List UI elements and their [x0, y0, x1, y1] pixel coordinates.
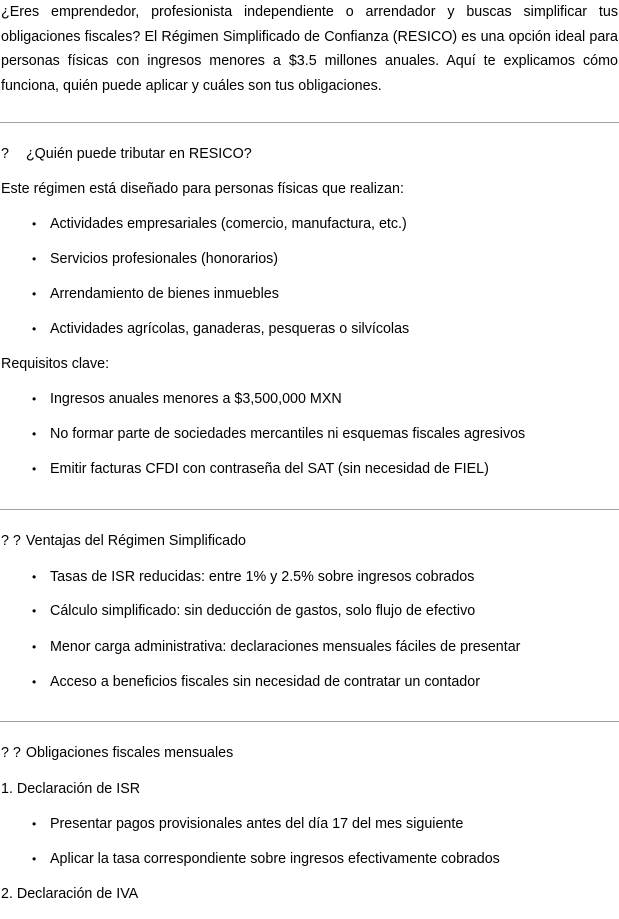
bullet-icon: • [32, 462, 37, 476]
missing-emoji-icon: ? ? [1, 745, 21, 761]
bullet-icon: • [32, 640, 37, 654]
bullet-icon: • [32, 287, 37, 301]
section-heading-text: ¿Quién puede tributar en RESICO? [25, 146, 252, 162]
bullet-icon: • [32, 817, 37, 831]
bullet-icon: • [32, 322, 37, 336]
section-heading-text: Obligaciones fiscales mensuales [25, 745, 234, 761]
section-heading-advantages [1, 531, 246, 551]
bullet-icon: • [32, 852, 37, 866]
bullet-icon: • [32, 604, 37, 618]
intro-paragraph: ¿Eres emprendedor, profesionista independiente o arrendador y buscas simplificar tus obligaciones fiscales? El Régimen Simplificado de Confianza (RESICO) es una opción ideal para personas físicas con ingresos menores a $3.5 millones anuales. Aquí te explicamos cómo funciona, quién puede aplicar y cuáles son tus obligaciones. [1, 4, 618, 94]
bullet-icon: • [32, 427, 37, 441]
bullet-icon: • [32, 252, 37, 266]
section-heading-text: Ventajas del Régimen Simplificado [25, 533, 247, 549]
missing-emoji-icon: ? ? [1, 533, 21, 549]
divider [0, 721, 619, 722]
divider [0, 509, 619, 510]
requirements-label: Requisitos clave: [1, 356, 110, 372]
section-lead: Este régimen está diseñado para personas físicas que realizan: [1, 181, 404, 197]
section-heading-who [1, 144, 252, 164]
bullet-icon: • [32, 570, 37, 584]
bullet-icon: • [32, 675, 37, 689]
missing-emoji-icon: ? [1, 146, 9, 162]
iva-label: 2. Declaración de IVA [1, 886, 139, 902]
bullet-icon: • [32, 392, 37, 406]
divider [0, 122, 619, 123]
bullet-icon: • [32, 217, 37, 231]
isr-label: 1. Declaración de ISR [1, 781, 141, 797]
section-heading-obligations [1, 743, 233, 763]
